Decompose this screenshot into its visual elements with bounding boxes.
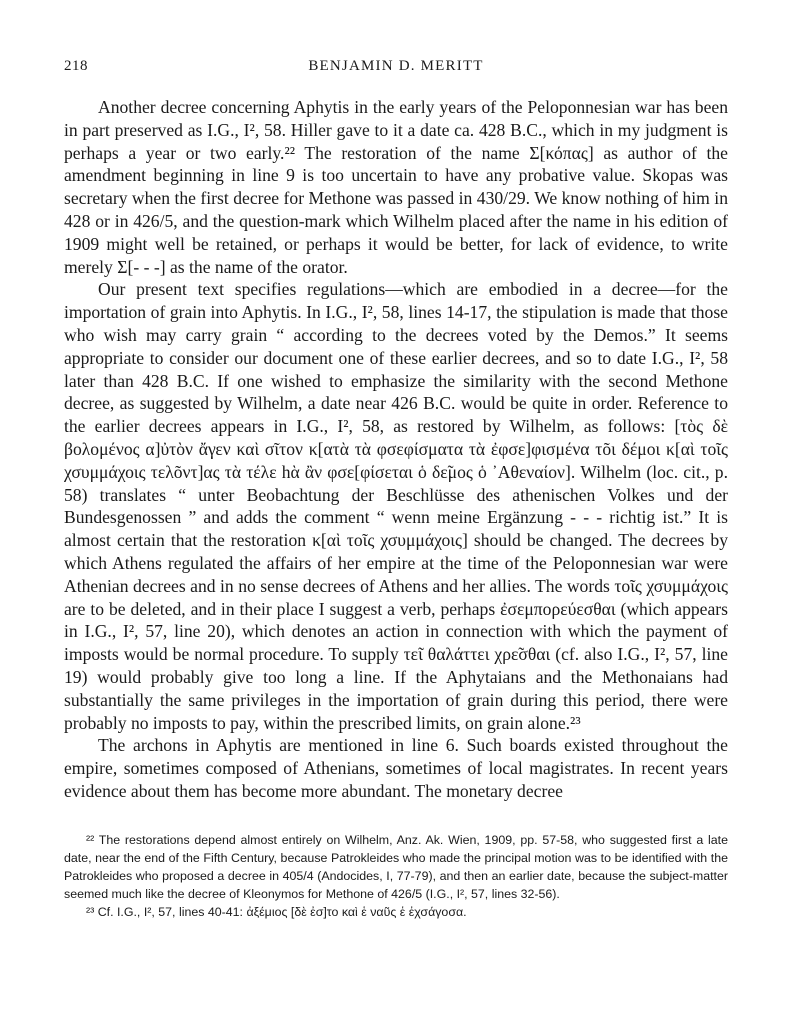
page-number: 218 — [64, 58, 88, 74]
running-head — [64, 58, 728, 84]
footnotes — [64, 831, 728, 921]
footnote-23: ²³ Cf. I.G., I², 57, lines 40-41: ἀξέμιος [δὲ ἐσ]το καὶ ἑ ναῦς ἑ ἐχσάγοσα. — [86, 904, 467, 919]
footnote-22: ²² The restorations depend almost entirely on Wilhelm, Anz. Ak. Wien, 1909, pp. 57-58, who suggested first a late date, near the end of the Fifth Century, because Patrokleides who made the principal motion was to be identified with the Patrokleides who proposed a decree in 405/4 (Andocides, I, 77-79), and then an earlier date, because the subject-matter seemed much like the decree of Kleonymos for Methone of 426/5 (I.G., I², 57, lines 32-56). — [64, 832, 728, 901]
body-text — [64, 96, 728, 803]
running-head-author: BENJAMIN D. MERITT — [308, 58, 484, 74]
document-page — [64, 58, 728, 921]
paragraph-aphytis-decree: Another decree concerning Aphytis in the early years of the Peloponnesian war has been in part preserved as I.G., I², 58. Hiller gave to it a date ca. 428 B.C., which in my judgment is perhaps a year or two early.²² The restoration of the name Σ[κόπας] as author of the amendment beginning in line 9 is too uncertain to have any probative value. Skopas was secretary when the first decree for Methone was passed in 430/29. We know nothing of him in 428 or in 426/5, and the question-mark which Wilhelm placed after the name in his edition of 1909 might well be retained, or perhaps it would be better, for lack of evidence, to write merely Σ[- - -] as the name of the orator. — [64, 97, 728, 277]
paragraph-grain-importation: Our present text specifies regulations—which are embodied in a decree—for the importation of grain into Aphytis. In I.G., I², 58, lines 14-17, the stipulation is made that those who wish may carry grain “ according to the decrees voted by the Demos.” It seems appropriate to consider our document one of these earlier decrees, and so to date I.G., I², 58 later than 428 B.C. If one wished to emphasize the similarity with the second Methone decree, as suggested by Wilhelm, a date near 426 B.C. would be quite in order. Reference to the earlier decrees appears in I.G., I², 58, as restored by Wilhelm, as follows: [τὸς δὲ βολομένος α]ὐτὸν ἄγεν καὶ σῖτον κ[ατὰ τὰ φσεφίσματα τὰ ἐφσε]φισμένα τõι δέμοι κ[αὶ τοῖς χσυμμάχοις τελõντ]ας τὰ τέλε hὰ ἂν φσε[φίσεται ὁ δε̃μος ὁ ᾿Αθεναίον]. Wilhelm (loc. cit., p. 58) translates “ unter Beobachtung der Beschlüsse des athenischen Volkes und der Bundesgenossen ” and adds the comment “ wenn meine Ergänzung - - - richtig ist.” It is almost certain that the restoration κ[αὶ τοῖς χσυμμάχοις] should be changed. The decrees by which Athens regulated the affairs of her empire at the time of the Peloponnesian war were Athenian decrees and in no sense decrees of Athens and her allies. The words τοῖς χσυμμάχοις are to be deleted, and in their place I suggest a verb, perhaps ἐσεμπορεύεσθαι (which appears in I.G., I², 57, line 20), which denotes an action in connection with which the payment of imposts would be normal procedure. To supply τε̃ι θαλάττει χρε̃σθαι (cf. also I.G., I², 57, line 19) would probably give too long a line. If the Aphytaians and the Methonaians had substantially the same privileges in the importation of grain during this period, there were probably no imposts to pay, within the prescribed limits, on grain alone.²³ — [64, 279, 728, 733]
paragraph-archons: The archons in Aphytis are mentioned in line 6. Such boards existed throughout the empire, sometimes composed of Athenians, sometimes of local magistrates. In recent years evidence about them has become more abundant. The monetary decree — [64, 735, 728, 801]
